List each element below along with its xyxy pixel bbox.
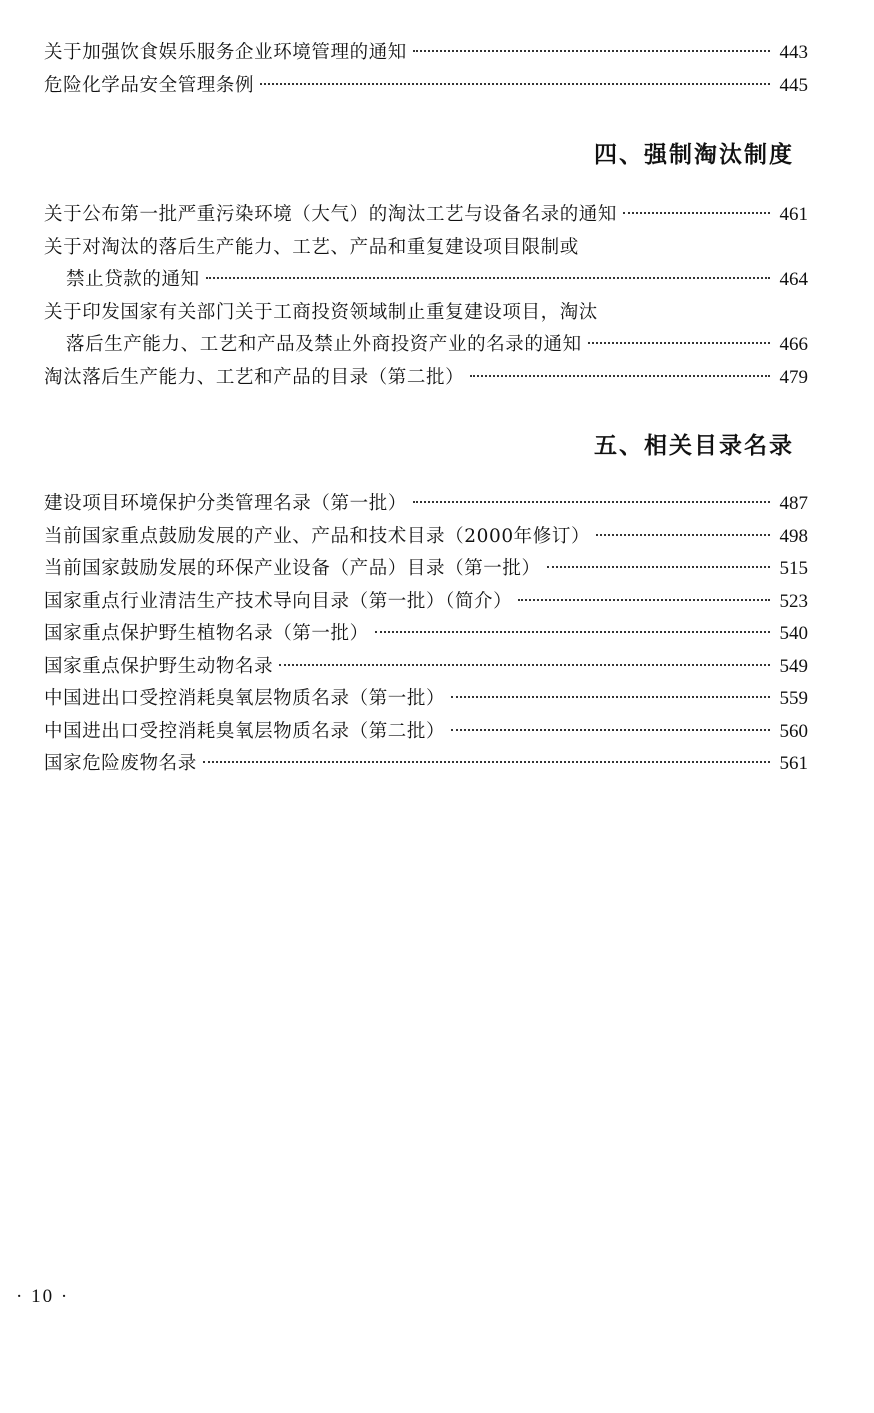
toc-entry-page: 561 [779,753,808,774]
toc-entry[interactable] [44,522,808,555]
toc-entry[interactable] [44,587,808,620]
toc-entry[interactable] [44,619,808,652]
dot-leader [518,599,769,601]
toc-entry[interactable] [44,554,808,587]
toc-entry-first-line[interactable]: 关于对淘汰的落后生产能力、工艺、产品和重复建设项目限制或 [44,236,579,258]
toc-entry[interactable] [44,200,808,233]
section-heading-four: 四、强制淘汰制度 [594,142,794,168]
toc-block-four [44,200,808,395]
toc-entry-page: 487 [779,493,808,514]
toc-entry[interactable] [44,652,808,685]
dot-leader [451,729,769,731]
dot-leader [260,83,769,85]
toc-block-continued [44,38,808,103]
toc-entry-title: 中国进出口受控消耗臭氧层物质名录（第一批） [44,688,446,709]
toc-entry-page: 549 [779,655,808,677]
toc-entry-title: 国家重点保护野生动物名录 [44,655,274,677]
toc-entry-title: 禁止贷款的通知 [66,269,200,290]
toc-entry-page: 443 [779,42,808,63]
toc-entry-page: 560 [779,720,808,742]
toc-entry-page: 445 [779,74,808,96]
toc-entry-title: 关于加强饮食娱乐服务企业环境管理的通知 [44,42,407,63]
toc-entry-title: 国家重点保护野生植物名录（第一批） [44,623,369,644]
toc-entry-page: 559 [779,688,808,709]
toc-entry[interactable] [44,717,808,750]
toc-entry-page: 466 [779,334,808,355]
toc-entry-title: 落后生产能力、工艺和产品及禁止外商投资产业的名录的通知 [66,334,582,355]
toc-entry-page: 464 [779,269,808,290]
dot-leader [470,375,769,377]
dot-leader [413,50,770,52]
toc-entry[interactable] [44,71,808,104]
dot-leader [623,212,769,214]
toc-entry-title: 危险化学品安全管理条例 [44,74,255,96]
toc-entry-title: 国家危险废物名录 [44,753,197,774]
toc-entry-title: 当前国家鼓励发展的环保产业设备（产品）目录（第一批） [44,558,541,579]
dot-leader [203,761,770,763]
toc-entry-title: 建设项目环境保护分类管理名录（第一批） [44,493,407,514]
toc-entry[interactable] [44,684,808,717]
section-heading-five: 五、相关目录名录 [594,433,794,459]
dot-leader [413,501,770,503]
toc-entry-page: 461 [779,204,808,225]
toc-entry[interactable] [44,265,808,298]
dot-leader [547,566,770,568]
toc-entry-title: 淘汰落后生产能力、工艺和产品的目录（第二批） [44,366,465,388]
toc-entry-page: 523 [779,590,808,612]
toc-entry[interactable] [44,330,808,363]
toc-entry-page: 498 [779,525,808,547]
toc-entry-title: 中国进出口受控消耗臭氧层物质名录（第二批） [44,720,446,742]
toc-block-five [44,489,808,782]
toc-entry[interactable] [44,38,808,71]
dot-leader [206,277,770,279]
toc-entry-title: 当前国家重点鼓励发展的产业、产品和技术目录（2000年修订） [44,525,591,547]
toc-entry[interactable] [44,749,808,782]
dot-leader [588,342,770,344]
toc-entry-page: 540 [779,623,808,644]
dot-leader [375,631,770,633]
page-number: · 10 · [16,1286,70,1307]
dot-leader [451,696,769,698]
toc-entry-page: 515 [779,558,808,579]
toc-entry[interactable] [44,489,808,522]
dot-leader [596,534,769,536]
toc-entry[interactable] [44,363,808,396]
toc-entry-title: 关于公布第一批严重污染环境（大气）的淘汰工艺与设备名录的通知 [44,204,618,225]
toc-entry-first-line[interactable]: 关于印发国家有关部门关于工商投资领域制止重复建设项目，淘汰 [44,301,598,323]
toc-entry-title: 国家重点行业清洁生产技术导向目录（第一批）（简介） [44,590,513,612]
toc-entry-page: 479 [779,366,808,388]
dot-leader [279,664,769,666]
